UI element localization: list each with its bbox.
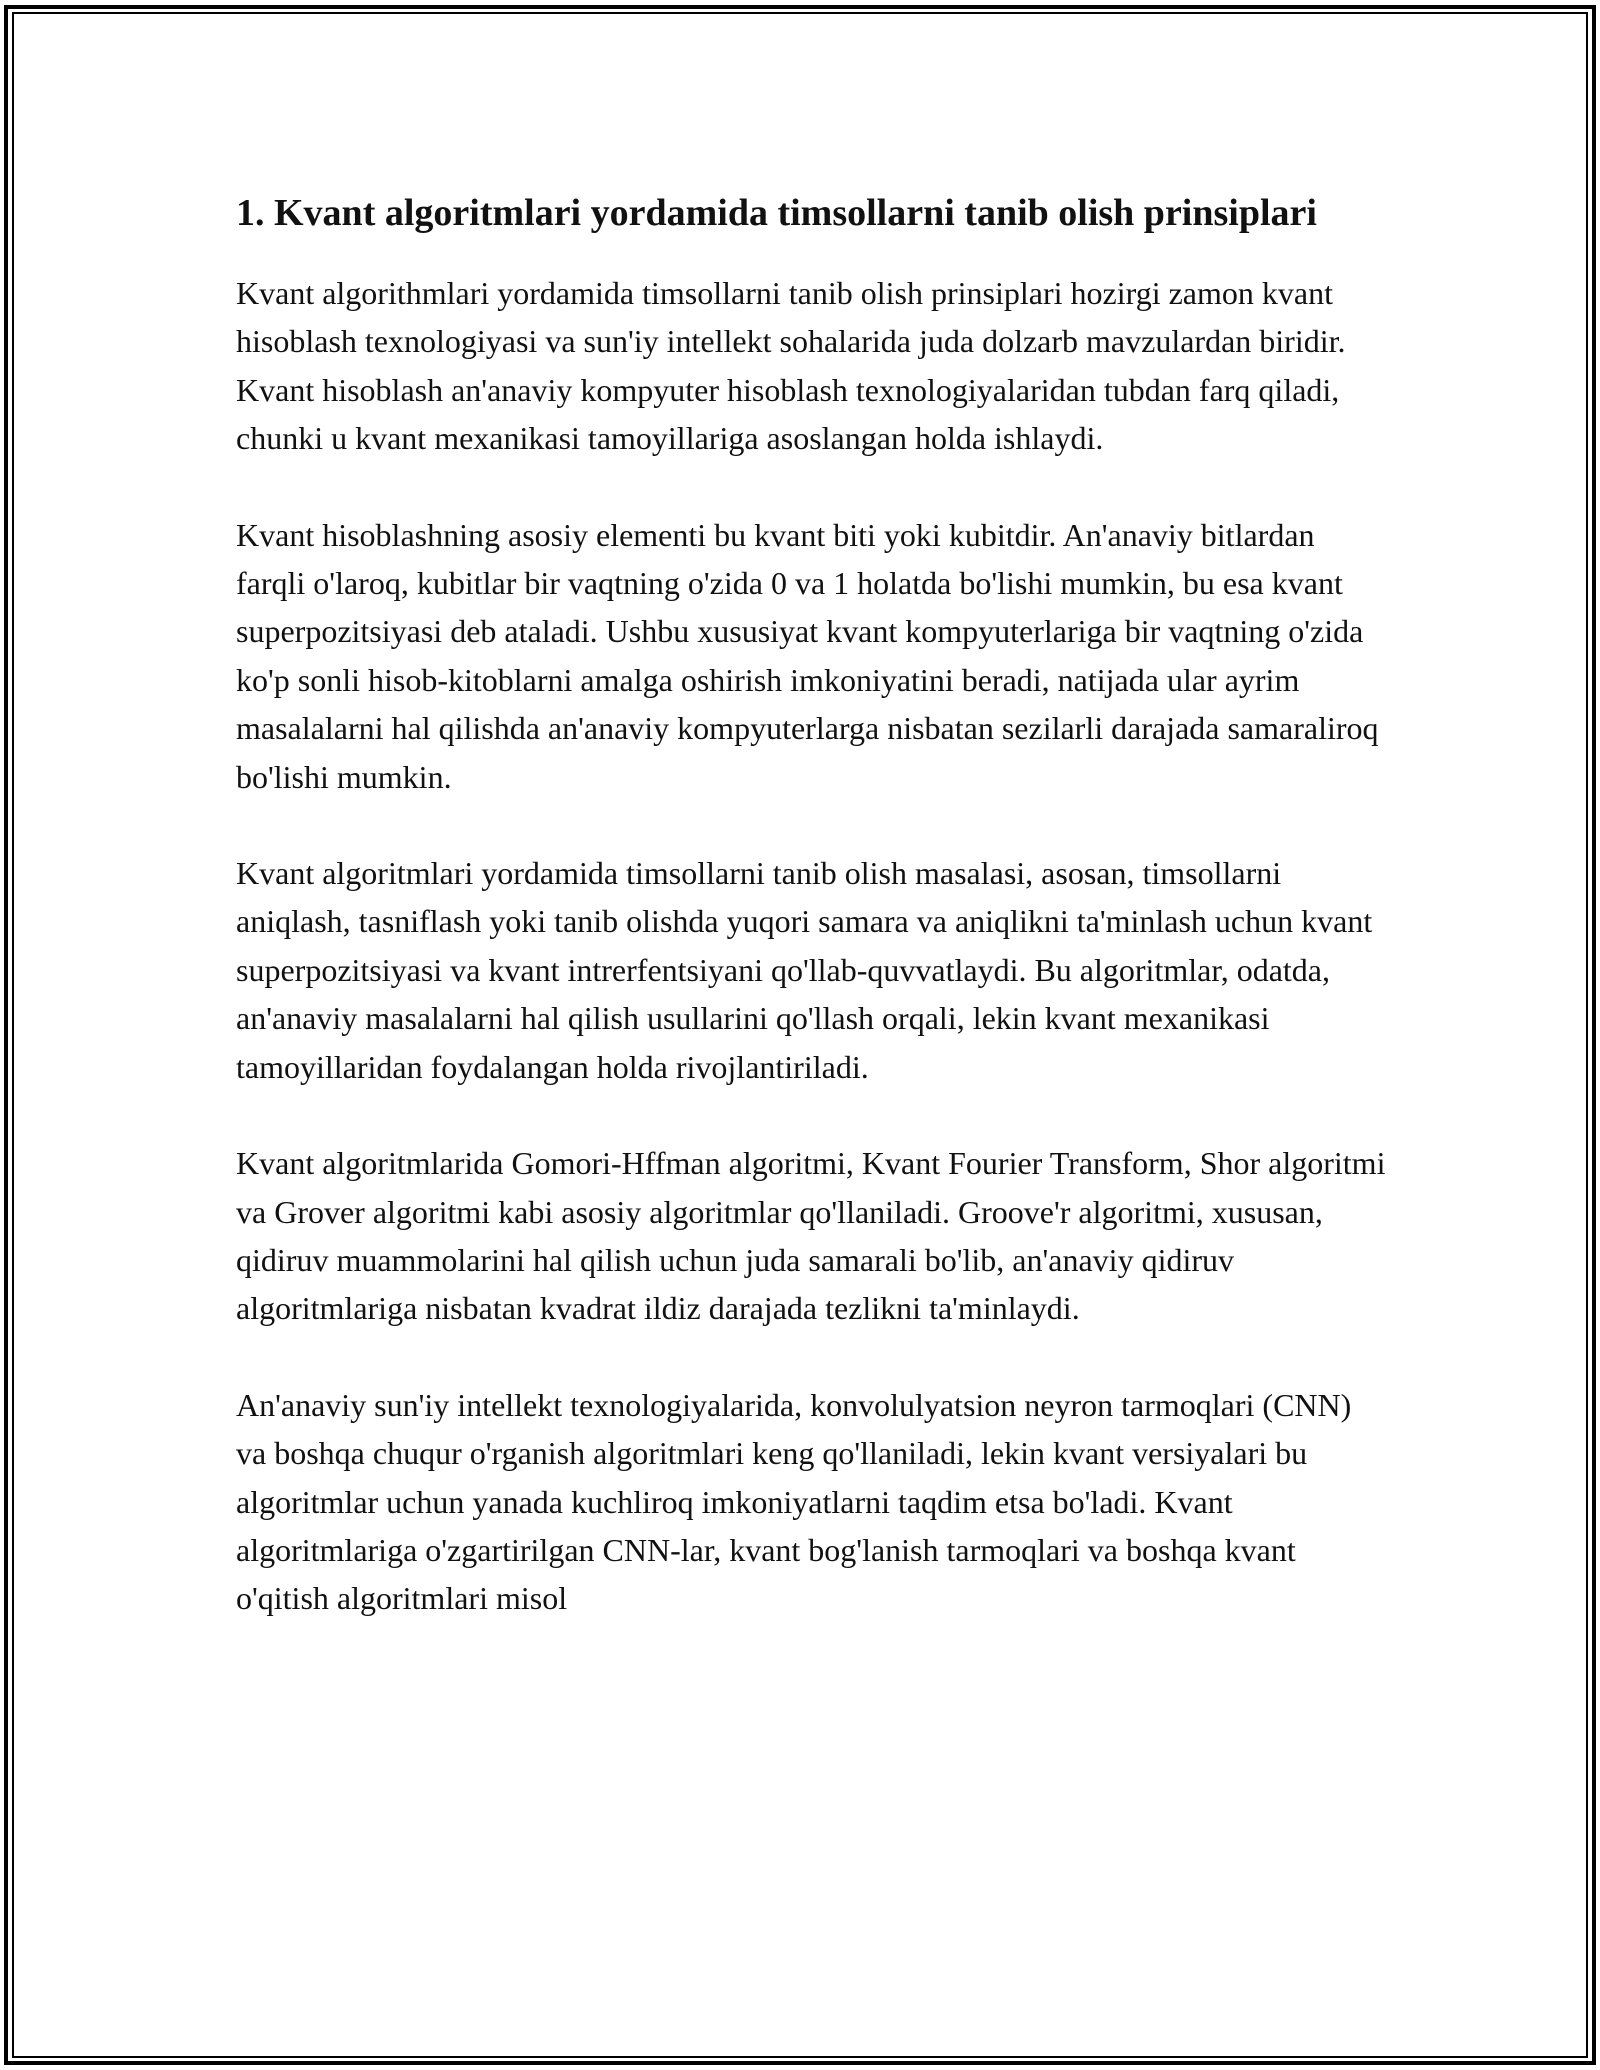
document-body — [236, 186, 1386, 1671]
paragraph-cnn: An'anaviy sun'iy intellekt texnologiyalarida, konvolulyatsion neyron tarmoqlari (CNN) va boshqa chuqur o'rganish algoritmlari keng qo'llaniladi, lekin kvant versiyalari bu algoritmlar uchun yanada kuchliroq imkoniyatlarni taqdim etsa bo'ladi. Kvant algoritmlariga o'zgartirilgan CNN-lar, kvant bog'lanish tarmoqlari va boshqa kvant o'qitish algoritmlari misol — [236, 1386, 1352, 1617]
paragraph-recognition: Kvant algoritmlari yordamida timsollarni tanib olish masalasi, asosan, timsollarni aniqlash, tasniflash yoki tanib olishda yuqori samara va aniqlikni ta'minlash uchun kvant superpozitsiyasi va kvant intrerfentsiyani qo'llab-quvvatlaydi. Bu algoritmlar, odatda, an'anaviy masalalarni hal qilish usullarini qo'llash orqali, lekin kvant mexanikasi tamoyillaridan foydalangan holda rivojlantiriladi. — [236, 855, 1373, 1085]
paragraph-qubits: Kvant hisoblashning asosiy elementi bu kvant biti yoki kubitdir. An'anaviy bitlardan farqli o'laroq, kubitlar bir vaqtning o'zida 0 va 1 holatda bo'lishi mumkin, bu esa kvant superpozitsiyasi deb ataladi. Ushbu xususiyat kvant kompyuterlariga bir vaqtning o'zida ko'p sonli hisob-kitoblarni amalga oshirish imkoniyatini beradi, natijada ular ayrim masalalarni hal qilishda an'anaviy kompyuterlarga nisbatan sezilarli darajada samaraliroq bo'lishi mumkin. — [236, 516, 1379, 795]
paragraph-intro: Kvant algorithmlari yordamida timsollarni tanib olish prinsiplari hozirgi zamon kvant hisoblash texnologiyasi va sun'iy intellekt sohalarida juda dolzarb mavzulardan biridir. Kvant hisoblash an'anaviy kompyuter hisoblash texnologiyalaridan tubdan farq qiladi, chunki u kvant mexanikasi tamoyillariga asoslangan holda ishlaydi. — [236, 275, 1346, 457]
paragraph-algorithms: Kvant algoritmlarida Gomori-Hffman algoritmi, Kvant Fourier Transform, Shor algoritmi va Grover algoritmi kabi asosiy algoritmlar qo'llaniladi. Groove'r algoritmi, xususan, qidiruv muammolarini hal qilish uchun juda samarali bo'lib, an'anaviy qidiruv algoritmlariga nisbatan kvadrat ildiz darajada tezlikni ta'minlaydi. — [236, 1145, 1386, 1327]
section-heading: 1. Kvant algoritmlari yordamida timsollarni tanib olish prinsiplari — [236, 192, 1317, 234]
